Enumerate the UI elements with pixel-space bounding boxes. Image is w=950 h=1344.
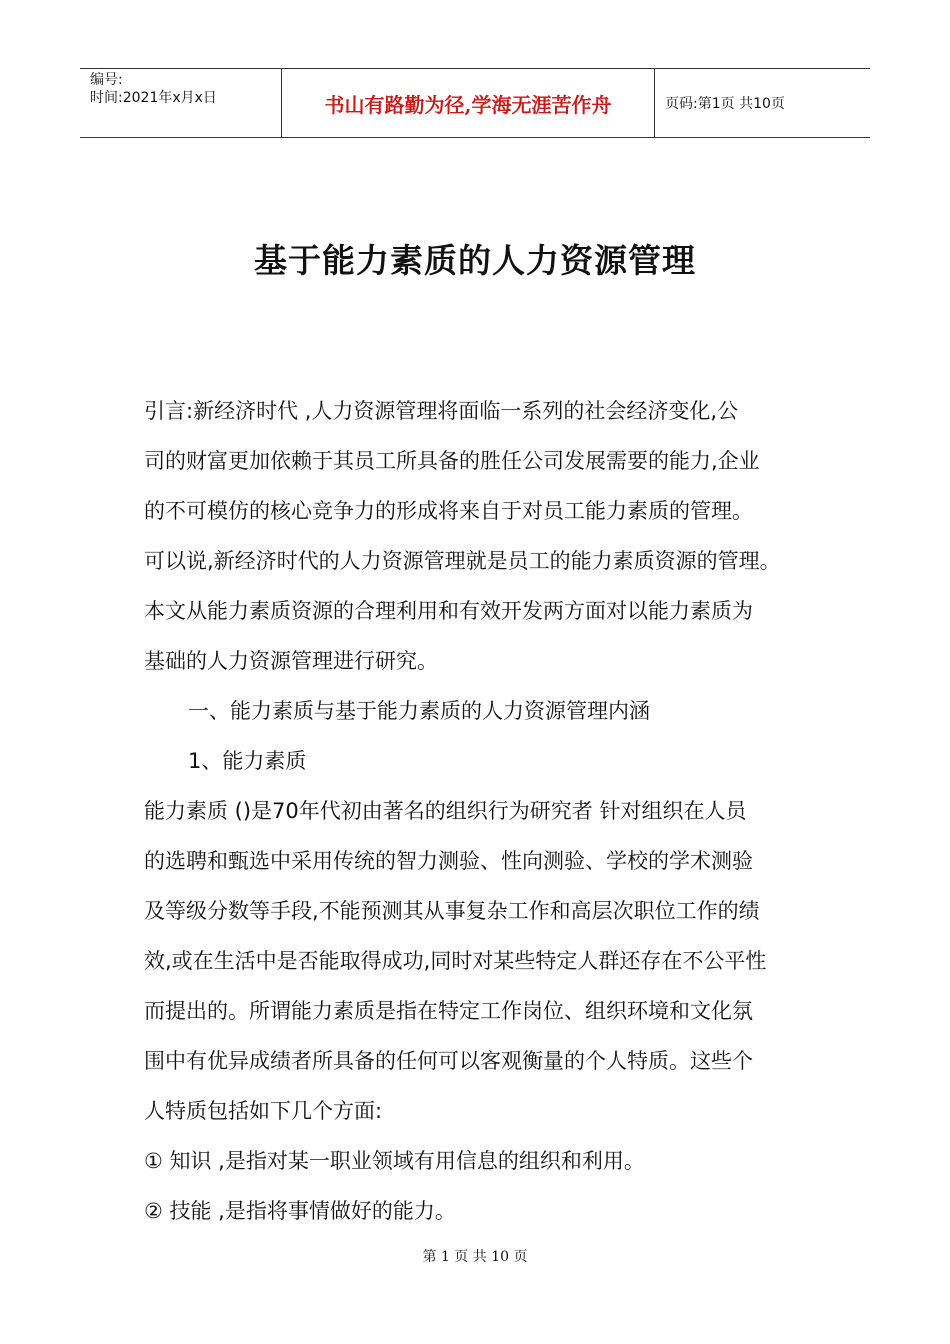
header-page-info: 页码:第1页 共10页 [665,96,785,112]
body-line: 引言:新经济时代 ,人力资源管理将面临一系列的社会经济变化,公 [144,399,739,423]
page-footer: 第 1 页 共 10 页 [422,1249,528,1265]
body-line: 围中有优异成绩者所具备的任何可以客观衡量的个人特质。这些个 [144,1049,753,1073]
body-line: 而提出的。所谓能力素质是指在特定工作岗位、组织环境和文化氛 [144,999,753,1023]
body-line: 基础的人力资源管理进行研究。 [144,649,438,673]
body-line: 本文从能力素质资源的合理利用和有效开发两方面对以能力素质为 [144,599,753,623]
subsection-heading: 1、能力素质 [188,749,307,773]
document-number-label: 编号: [90,72,123,88]
document-time-label: 时间:2021年x月x日 [90,90,217,106]
body-line: 效,或在生活中是否能取得成功,同时对某些特定人群还存在不公平性 [144,949,767,973]
body-line: 及等级分数等手段,不能预测其从事复杂工作和高层次职位工作的绩 [144,899,760,923]
body-line: 人特质包括如下几个方面: [144,1099,383,1123]
list-item: ① 知识 ,是指对某一职业领域有用信息的组织和利用。 [144,1149,645,1173]
body-line: 的选聘和甄选中采用传统的智力测验、性向测验、学校的学术测验 [144,849,753,873]
page-header [80,68,870,138]
body-line: 司的财富更加依赖于其员工所具备的胜任公司发展需要的能力,企业 [144,449,760,473]
header-motto: 书山有路勤为径,学海无涯苦作舟 [282,69,655,137]
body-line: 的不可模仿的核心竞争力的形成将来自于对员工能力素质的管理。 [144,499,753,523]
body-line: 能力素质 ()是70年代初由著名的组织行为研究者 针对组织在人员 [144,799,747,823]
list-item: ② 技能 ,是指将事情做好的能力。 [144,1199,456,1223]
document-title: 基于能力素质的人力资源管理 [254,241,696,280]
document-body [144,386,824,1236]
body-line: 可以说,新经济时代的人力资源管理就是员工的能力素质资源的管理。 [144,549,781,573]
section-heading: 一、能力素质与基于能力素质的人力资源管理内涵 [188,699,650,723]
header-meta [80,69,282,137]
